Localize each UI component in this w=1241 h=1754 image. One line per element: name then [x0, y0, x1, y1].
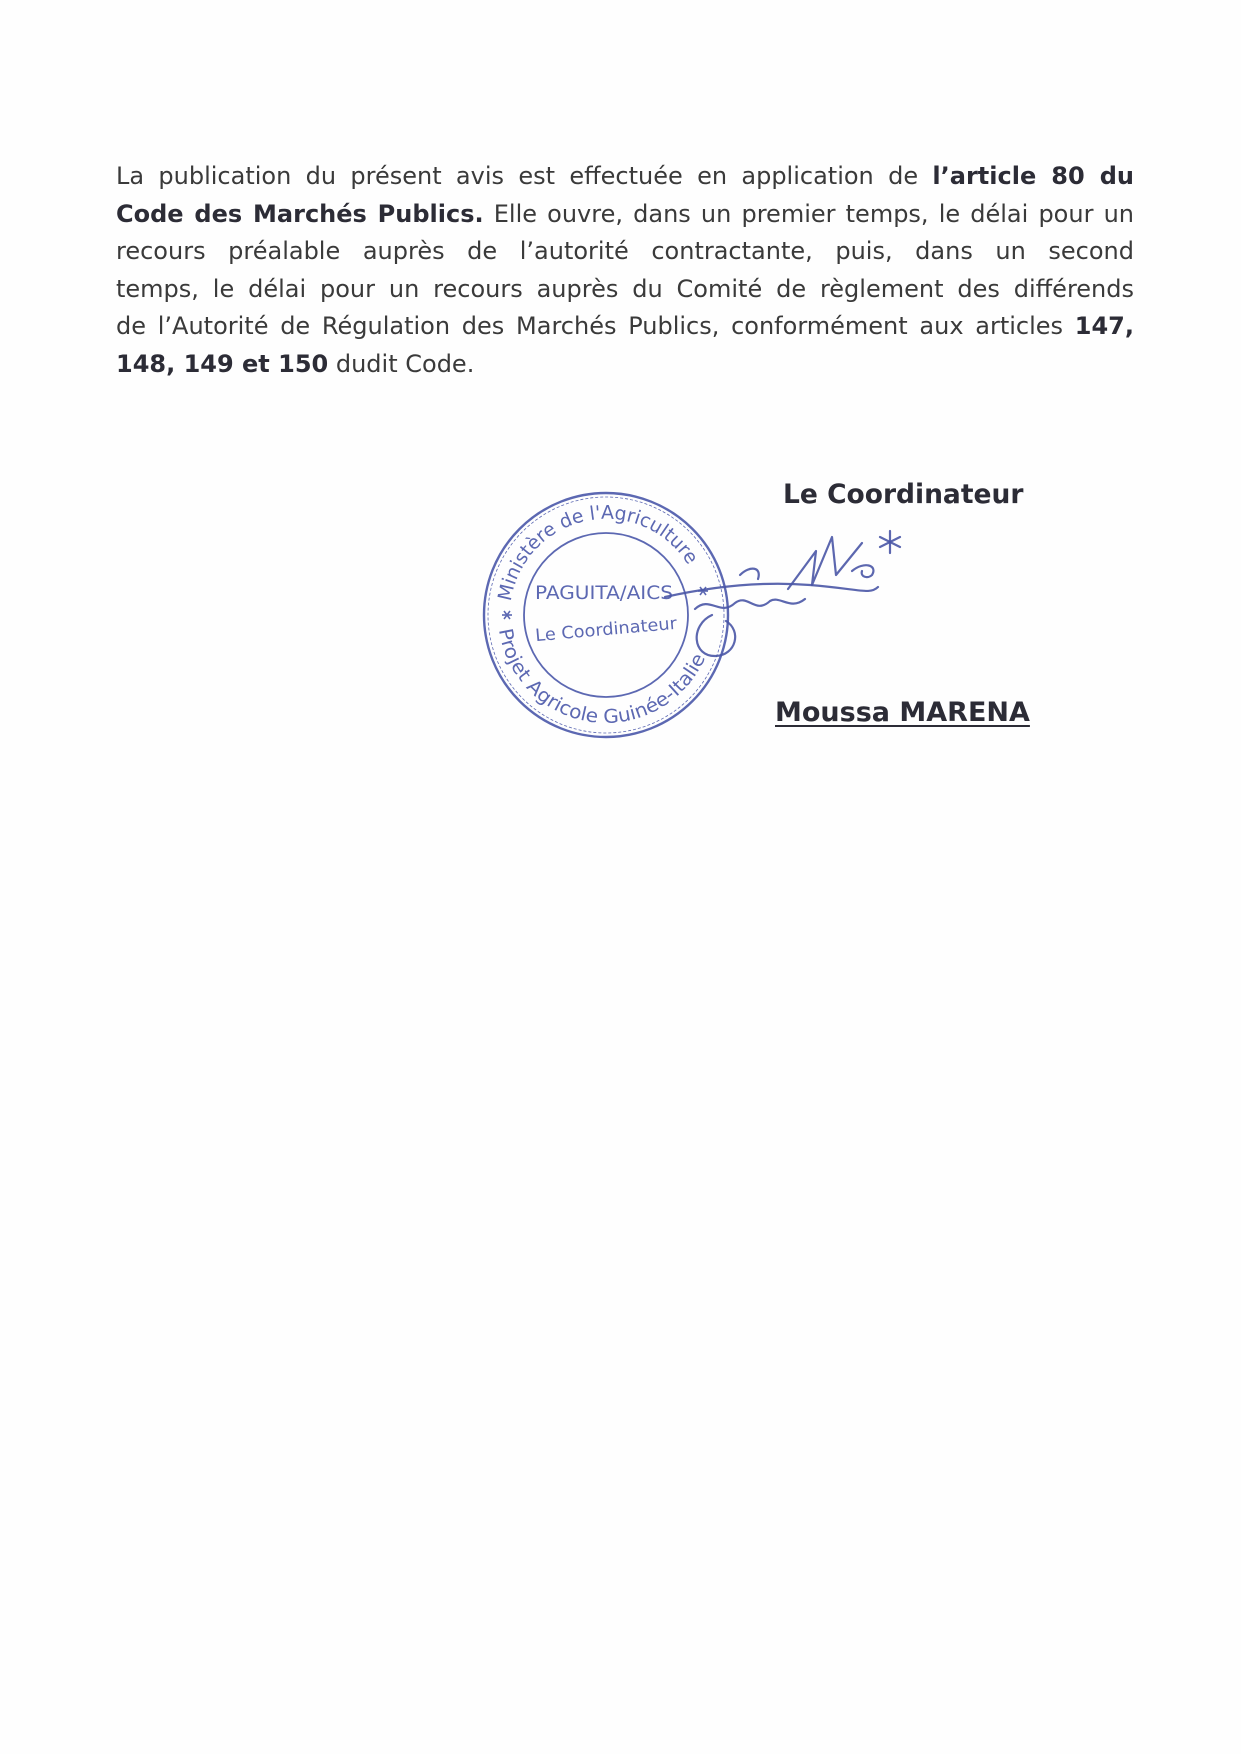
paragraph-line-6 [116, 346, 1134, 384]
legal-notice-paragraph [116, 158, 1134, 383]
stamp-ring-bottom-text: Projet Agricole Guinée-Italie [494, 626, 710, 729]
articles-148-150-reference: 148, 149 et 150 [116, 349, 329, 378]
paragraph-line-1 [116, 158, 1134, 196]
article-147-reference: 147, [1074, 312, 1134, 340]
stamp-center-line-2: Le Coordinateur [534, 614, 672, 647]
stamp-star-left-icon [502, 611, 512, 619]
paragraph-line-4 [116, 271, 1134, 309]
line-3-text: recours préalable auprès de l’autorité contractante, puis, dans un second [116, 237, 1134, 265]
stamp-ring-top-text: Ministère de l'Agriculture [493, 501, 703, 603]
code-reference: Code des Marchés Publics. [116, 199, 484, 228]
signature-star-icon [880, 531, 900, 553]
article-80-reference: l’article 80 du [932, 162, 1134, 190]
line-5-text: de l’Autorité de Régulation des Marchés Publics, conformément aux articles [116, 312, 1075, 340]
signatory-name: Moussa MARENA [775, 697, 1030, 728]
paragraph-line-2 [116, 196, 1134, 234]
line-2-text: Elle ouvre, dans un premier temps, le délai pour un [483, 199, 1134, 228]
line-4-text: temps, le délai pour un recours auprès du Comité de règlement des différends [116, 274, 1134, 303]
line-6-text: dudit Code. [328, 349, 475, 378]
stamp-center-line-1: PAGUITA/AICS [535, 582, 673, 604]
signatory-title: Le Coordinateur [783, 479, 1024, 510]
line-1-text: La publication du présent avis est effectuée en application de [116, 162, 933, 190]
paragraph-line-3 [116, 233, 1134, 271]
paragraph-line-5 [116, 308, 1134, 346]
handwritten-signature [640, 515, 940, 675]
